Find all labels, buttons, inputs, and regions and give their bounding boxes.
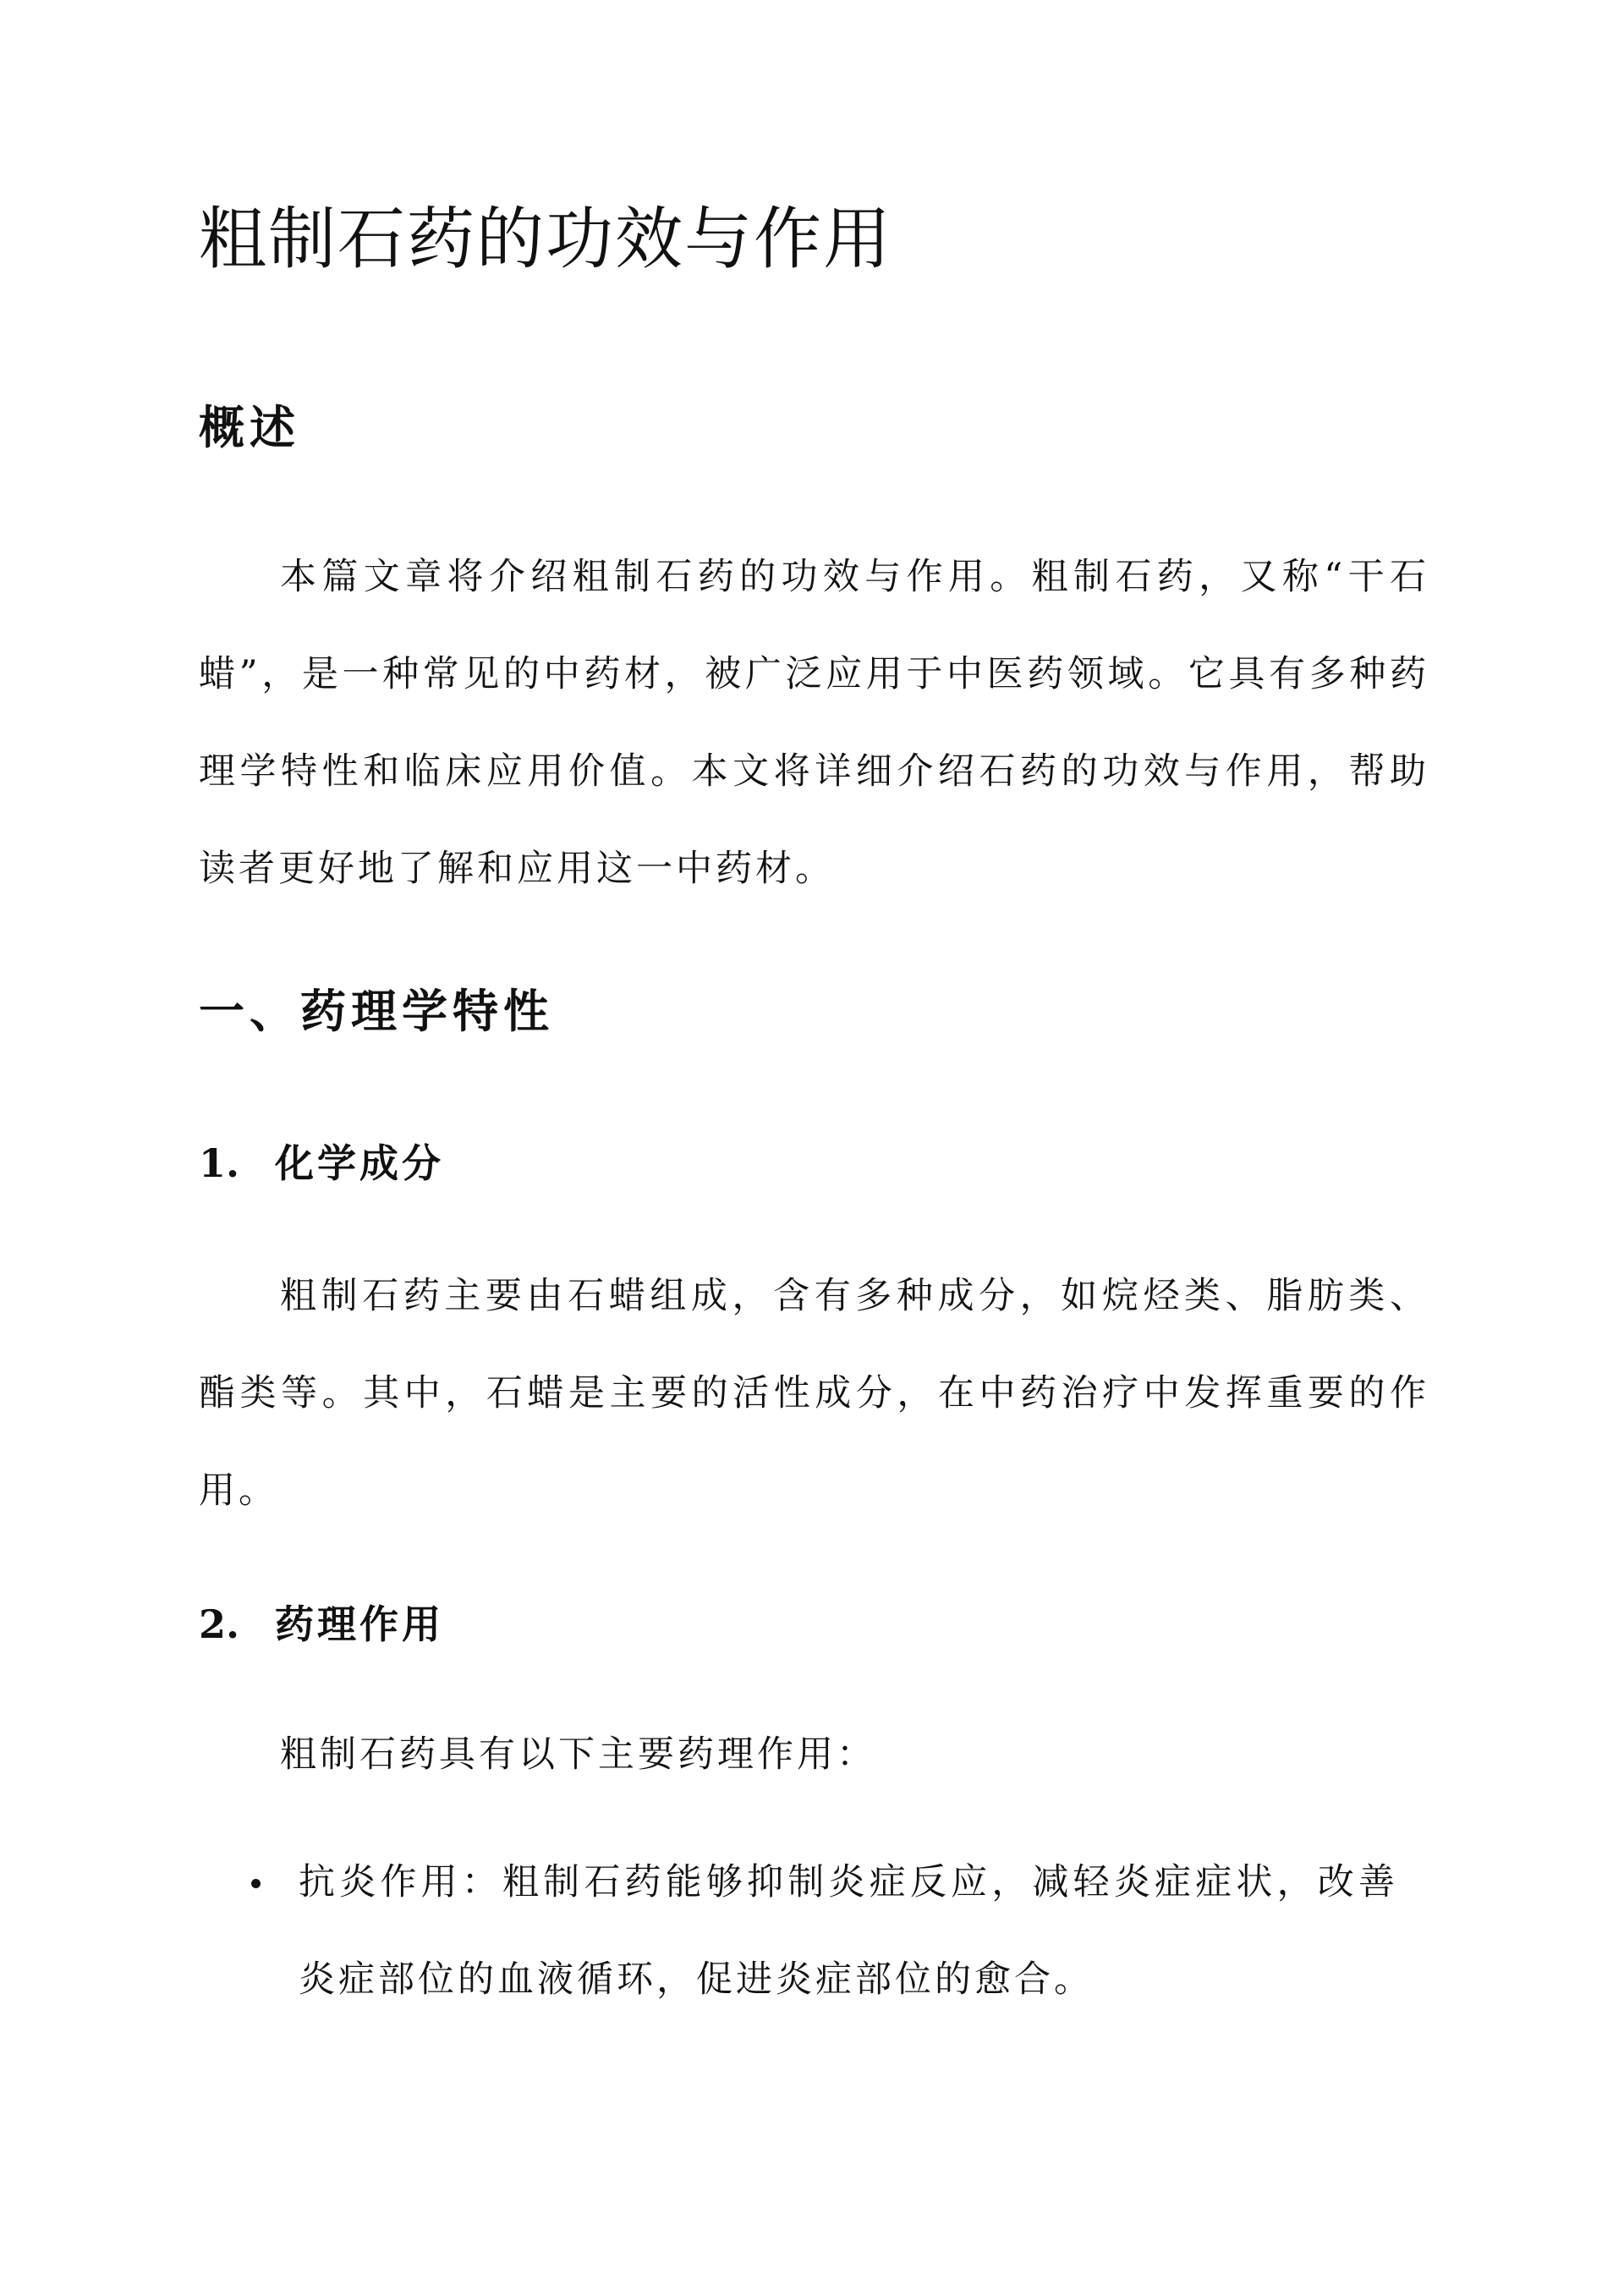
- subsection-title: 化学成分: [275, 1140, 444, 1186]
- list-item-text: 抗炎作用：粗制石药能够抑制炎症反应，减轻炎症症状，改善炎症部位的血液循环，促进炎症部位的愈合。: [299, 1861, 1398, 2001]
- subsection-number: 1.: [199, 1140, 240, 1186]
- subsection-number: 2.: [199, 1601, 240, 1647]
- bullet-icon: [251, 1879, 261, 1888]
- page-title: 粗制石药的功效与作用: [199, 200, 892, 278]
- pharmacological-action-intro: 粗制石药具有以下主要药理作用：: [280, 1733, 876, 1776]
- section-pharmacology-heading: 一、药理学特性: [199, 984, 554, 1038]
- overview-paragraph: 本篇文章将介绍粗制石药的功效与作用。粗制石药，又称“干石蜡”，是一种常见的中药材，被广泛应用于中医药领域。它具有多种药理学特性和临床应用价值。本文将详细介绍石药的功效与作用，帮助读者更好地了解和应用这一中药材。: [199, 556, 1429, 890]
- subsection-pharmacological-action-heading: [199, 1595, 444, 1654]
- subsection-chemical-composition-heading: [199, 1134, 444, 1193]
- overview-heading: 概述: [199, 400, 300, 454]
- chemical-composition-paragraph: 粗制石药主要由石蜡组成，含有多种成分，如烷烃类、脂肪类、酯类等。其中，石蜡是主要的活性成分，在中药治疗中发挥重要的作用。: [199, 1275, 1429, 1512]
- subsection-title: 药理作用: [275, 1601, 444, 1647]
- pharmacological-action-list: [199, 1834, 1429, 2029]
- list-item: [199, 1834, 1398, 2029]
